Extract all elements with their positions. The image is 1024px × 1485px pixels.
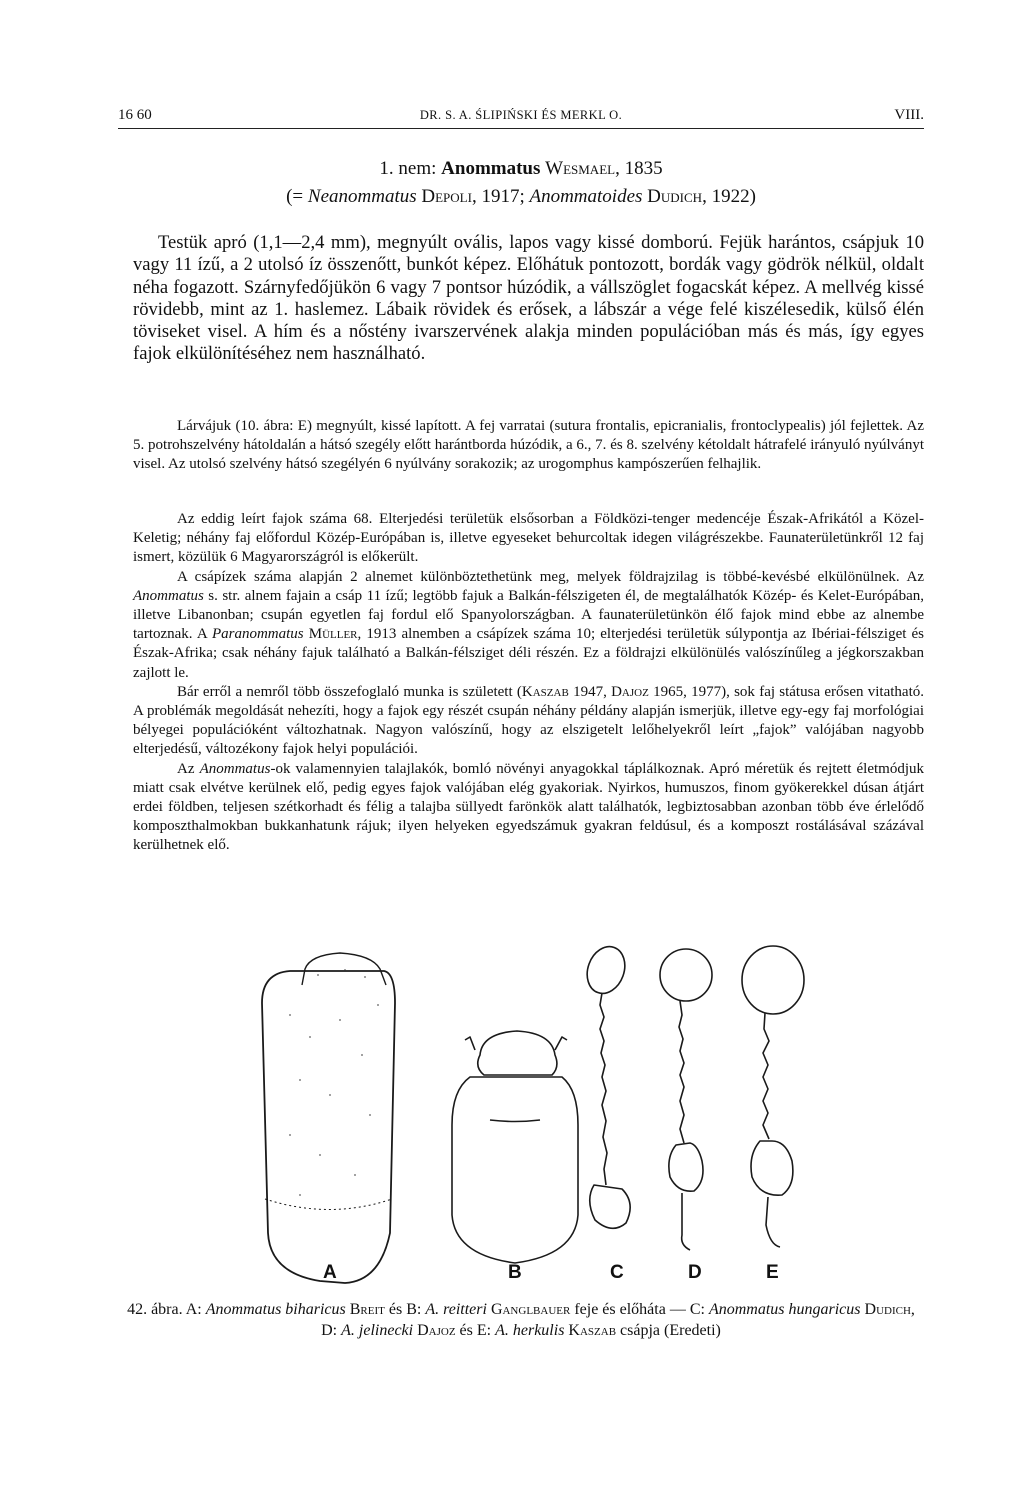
larva-description (133, 417, 924, 475)
taxon-name: Anommatus (199, 760, 271, 777)
syn2-name: Anommatoides (529, 186, 643, 207)
text-span: -ok valamennyien talajlakók, bomló növényi anyagokkal táplálkoznak. Apró méretük és rejtett életmódjuk miatt csak elvétve kerülnek elő, pedig egyes fajok valójában elég gyakoriak. Nyirkos, humuszos, finom gyökerekkel dúsan átjárt erdei földben, teljesen szétkorhadt és félig a talajba süllyedt farönkök alatt találhatók, legbiztosabban azonban több éve érlelődő komposzthalmokban bukkanhatunk rájuk; ilyen helyeken egyedszámuk gyakran feldúsul, és a komposzt rostálásával százával kerülhetnek elő. (133, 760, 924, 854)
caption-author: Breit (349, 1301, 385, 1318)
text-span: 1947, (568, 683, 612, 700)
larva-paragraph: Lárvájuk (10. ábra: E) megnyúlt, kissé lapított. A fej varratai (sutura frontalis, epicranialis, frontoclypealis) jól fejlettek. Az 5. potrohszelvény hátoldalán a hátsó szegély előtt harántborda húzódik, a 6., 7. és 8. szelvény kétoldalt hátrafelé irányuló nyúlványt visel. Az utolsó szelvény hátsó szegélyén 6 nyúlvány sorakozik; az urogomphus kampószerűen felhajlik. (133, 418, 924, 473)
syn1-year: , 1917; (471, 186, 530, 207)
text-span: A csápízek száma alapján 2 alnemet különböztethetünk meg, melyek földrajzilag is többé-kevésbé elkülönülnek. Az (177, 568, 924, 585)
running-header (118, 107, 924, 127)
paragraph-distribution: Az eddig leírt fajok száma 68. Elterjedési területük elsősorban a Földközi-tenger medencéje Észak-Afrikától a Közel-Keletig; néhány faj előfordul Közép-Európában is, illetve egyeseket behurcoltak idegen világrészekbe. Faunaterületünkről 12 faj ismert, közülük 6 Magyarországról is előkerült. (133, 511, 924, 566)
syn1-name: Neanommatus (307, 186, 417, 207)
figure-e-drawing (742, 946, 804, 1247)
taxon-name: Paranommatus (211, 626, 304, 643)
caption-author: Kaszab (568, 1322, 617, 1339)
text-span: 1965, 1977), sok faj státusa erősen vitatható. A problémák megoldását nehezíti, hogy a fajok egy részét csupán néhány példány alapján ismerjük, illetve egy-egy faj morfológiai bélyegei populációként változhatnak. Nagyon valószínű, hogy az elszigetelt lelőhelyekről leírt „fajok” valójában nagyobb elterjedésű, változékony fajok helyi populációi. (133, 683, 925, 758)
paragraph-taxonomy (133, 683, 924, 760)
caption-taxon: A. jelinecki (341, 1322, 414, 1339)
figure-label-b: B (508, 1262, 522, 1283)
caption-text: 42. ábra. A: (127, 1301, 206, 1318)
author-name: Müller (308, 626, 358, 643)
text-span: Bár erről a nemről több összefoglaló munka is született ( (177, 683, 522, 700)
description-paragraph: Testük apró (1,1—2,4 mm), megnyúlt ovális, lapos vagy kissé domború. Fejük harántos, csápjuk 10 vagy 11 ízű, a 2 utolsó íz összenőtt, bunkót képez. Előhátuk pontozott, bordák vagy gödrök nélkül, oldalt néha fogazott. Szárnyfedőjükön 6 vagy 7 pontsor húzódik, a vállszöglet fogacskát képez. A mellvég kissé rövidebb, mint az 1. haslemez. Lábaik rövidek és erősek, a lábszár a vége felé kiszélesedik, külső élén töviseket visel. A hím és a nőstény ivarszervének alakja minden populációban más és más, így egyes fajok elkülönítéséhez nem használható. (133, 232, 924, 365)
caption-taxon: A. herkulis (495, 1322, 565, 1339)
figure-label-c: C (610, 1262, 624, 1283)
author-name: Dajoz (611, 683, 649, 700)
section-number: VIII. (894, 107, 924, 123)
caption-author: Dajoz (417, 1322, 456, 1339)
caption-taxon: A. reitteri (425, 1301, 487, 1318)
syn1-author: Depoli (421, 186, 472, 207)
main-text (133, 510, 924, 856)
paragraph-subgenera (133, 568, 924, 683)
caption-text: csápja (Eredeti) (616, 1322, 721, 1339)
caption-text: , D: (321, 1301, 915, 1339)
caption-taxon: Anommatus biharicus (205, 1301, 346, 1318)
figure-label-e: E (766, 1262, 779, 1283)
caption-author: Dudich (864, 1301, 911, 1318)
caption-text: és B: (384, 1301, 426, 1318)
figure-d-drawing (660, 949, 712, 1250)
running-head-authors: DR. S. A. ŚLIPIŃSKI ÉS MERKL O. (419, 108, 623, 122)
caption-text: és E: (455, 1322, 496, 1339)
author-name: Kaszab (521, 683, 569, 700)
figure-c-drawing (581, 945, 631, 1228)
figure-label-d: D (688, 1262, 702, 1283)
genus-name: Anommatus (441, 158, 541, 179)
page-number: 16 60 (118, 107, 152, 123)
genus-prefix: 1. nem: (379, 158, 442, 179)
text-span: Az (177, 760, 200, 777)
header-rule (118, 128, 924, 129)
figure-a-drawing (262, 953, 395, 1283)
syn2-year: , 1922) (702, 186, 756, 207)
figure-b-drawing (452, 1031, 578, 1263)
syn2-author: Dudich (647, 186, 703, 207)
genus-description (133, 232, 924, 366)
figure-caption (118, 1299, 924, 1341)
genus-heading (118, 157, 924, 181)
paragraph-ecology (133, 760, 924, 856)
genus-author: Wesmael (545, 158, 616, 179)
text-span: s. str. alnem fajain a csáp 11 ízű; legtöbb fajuk a Balkán-félszigeten él, de megtalálhatók Közép- és Kelet-Európában, illetve Libanonban; csupán egyetlen faj fordul elő Spanyolországban. A faunaterületünkön élő fajok mind ebbe az alnembe tartoznak. A (133, 587, 924, 643)
genus-year: , 1835 (615, 158, 663, 179)
figure-label-a: A (323, 1262, 337, 1283)
text-span: , 1913 alnemben a csápízek száma 10; elterjedési területük súlypontja az Ibériai-félsziget és Észak-Afrika; csak néhány fajuk található a Balkán-félsziget déli részén. Ez a földrajzi elkülönülés valószínűleg a jégkorszakban zajlott le. (133, 626, 924, 681)
caption-text: feje és előháta — C: (570, 1301, 709, 1318)
caption-taxon: Anommatus hungaricus (708, 1301, 861, 1318)
syn-open: (= (286, 186, 308, 207)
taxon-name: Anommatus (133, 587, 204, 604)
caption-author: Ganglbauer (490, 1301, 571, 1318)
synonyms-line (118, 185, 924, 209)
figure-42-illustration (0, 945, 1024, 1285)
